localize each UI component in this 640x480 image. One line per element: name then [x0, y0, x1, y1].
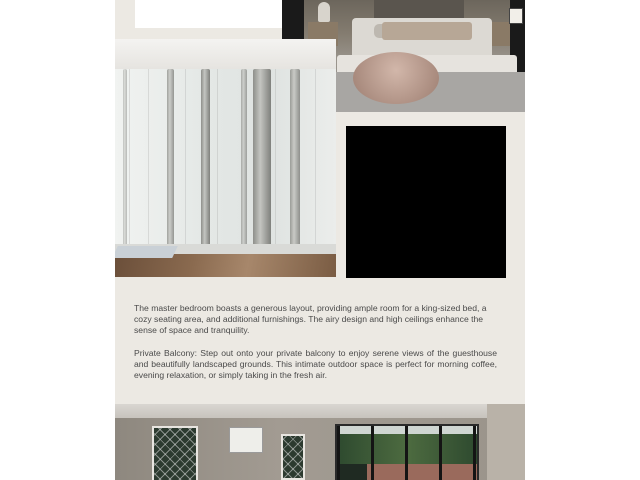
lamp — [318, 2, 330, 22]
tree-trunk — [201, 69, 210, 254]
empty-room-photo — [115, 404, 525, 480]
curtain-photo — [115, 39, 336, 277]
tree-trunk — [241, 69, 247, 254]
master-bedroom-paragraph: The master bedroom boasts a generous layout, providing ample room for a king-sized bed, a cozy seating area, and additional furnishings. The airy design and high ceilings enhance the sense of space and tranquility. — [134, 303, 487, 335]
tree-trunk — [253, 69, 271, 254]
pouf — [353, 52, 439, 104]
window — [281, 434, 305, 480]
throw-blanket — [382, 22, 472, 40]
tree-trunk — [123, 69, 127, 254]
glass-door — [335, 424, 479, 480]
document-page — [115, 0, 525, 480]
air-conditioner — [229, 427, 263, 453]
blank-white-panel — [135, 0, 285, 28]
image-placeholder-black — [346, 126, 506, 278]
tree-trunk — [167, 69, 174, 254]
window — [152, 426, 198, 480]
pillar — [487, 404, 525, 480]
picture-frame — [509, 8, 523, 24]
tree-trunk — [290, 69, 300, 254]
private-balcony-paragraph: Private Balcony: Step out onto your private balcony to enjoy serene views of the guesthouse and beautifully landscaped grounds. This intimate outdoor space is perfect for morning coffee, evening relaxation, or simply taking in the fresh air. — [134, 348, 497, 380]
